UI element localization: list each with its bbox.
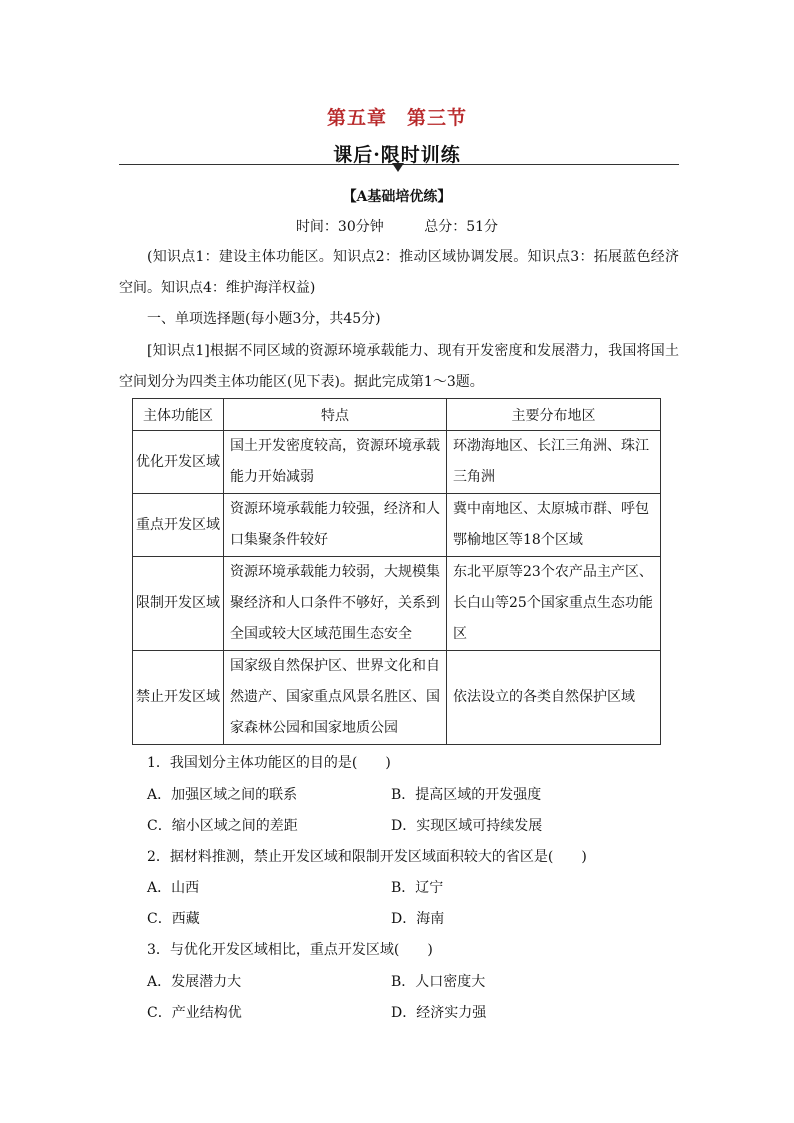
zone-area: 环渤海地区、长江三角洲、珠江三角洲 [447,431,661,494]
table-row [133,557,661,651]
zone-feature: 国土开发密度较高，资源环境承载能力开始减弱 [224,431,447,494]
chapter-title: 第五章 第三节 [326,107,467,129]
zone-feature: 国家级自然保护区、世界文化和自然遗产、国家重点风景名胜区、国家森林公园和国家地质公园 [224,651,447,745]
table-row [133,494,661,557]
triangle-down-icon [392,163,404,172]
table-row [133,651,661,745]
question-2-option-a[interactable]: A．山西 [147,880,200,896]
question-2-option-b[interactable]: B．辽宁 [391,880,444,896]
header-area: 主要分布地区 [447,399,661,431]
question-3-option-a[interactable]: A．发展潜力大 [147,974,242,990]
question-3-option-b[interactable]: B．人口密度大 [391,974,486,990]
meta-line [0,216,794,236]
zone-feature: 资源环境承载能力较弱，大规模集聚经济和人口条件不够好，关系到全国或较大区域范围生态安全 [224,557,447,651]
part-heading: 一、单项选择题(每小题3分，共45分) [147,311,381,327]
question-2-option-d[interactable]: D．海南 [391,911,445,927]
question-3-option-c[interactable]: C．产业结构优 [147,1005,242,1021]
time-limit: 时间：30分钟 [295,219,384,235]
question-3-option-d[interactable]: D．经济实力强 [391,1005,487,1021]
section-title: 课后·限时训练 [333,144,461,166]
table-row [133,431,661,494]
question-2-stem: 2．据材料推测，禁止开发区域和限制开发区域面积较大的省区是( ) [147,849,587,865]
zone-name: 重点开发区域 [133,494,224,557]
knowledge-note: (知识点1：建设主体功能区。知识点2：推动区域协调发展。知识点3：拓展蓝色经济空间。知识点4：维护海洋权益) [119,249,679,296]
zone-area: 冀中南地区、太原城市群、呼包鄂榆地区等18个区域 [447,494,661,557]
zone-feature: 资源环境承载能力较强，经济和人口集聚条件较好 [224,494,447,557]
question-1-option-d[interactable]: D．实现区域可持续发展 [391,818,543,834]
table-header-row [133,399,661,431]
header-zone: 主体功能区 [133,399,224,431]
question-2-option-c[interactable]: C．西藏 [147,911,200,927]
zone-name: 限制开发区域 [133,557,224,651]
zone-area: 东北平原等23个农产品主产区、长白山等25个国家重点生态功能区 [447,557,661,651]
question-3-stem: 3．与优化开发区域相比，重点开发区域( ) [147,942,433,958]
question-1-option-b[interactable]: B．提高区域的开发强度 [391,787,542,803]
total-score: 总分：51分 [424,219,499,235]
question-1-option-c[interactable]: C．缩小区域之间的差距 [147,818,298,834]
zone-name: 优化开发区域 [133,431,224,494]
header-feature: 特点 [224,399,447,431]
question-1-option-a[interactable]: A．加强区域之间的联系 [147,787,298,803]
zone-area: 依法设立的各类自然保护区域 [447,651,661,745]
zone-name: 禁止开发区域 [133,651,224,745]
level-title: 【A基础培优练】 [342,189,452,205]
function-zone-table [132,398,661,745]
question-1-stem: 1．我国划分主体功能区的目的是( ) [147,755,391,771]
question-intro: [知识点1]根据不同区域的资源环境承载能力、现有开发密度和发展潜力，我国将国土空间划分为四类主体功能区(见下表)。据此完成第1～3题。 [119,343,679,390]
